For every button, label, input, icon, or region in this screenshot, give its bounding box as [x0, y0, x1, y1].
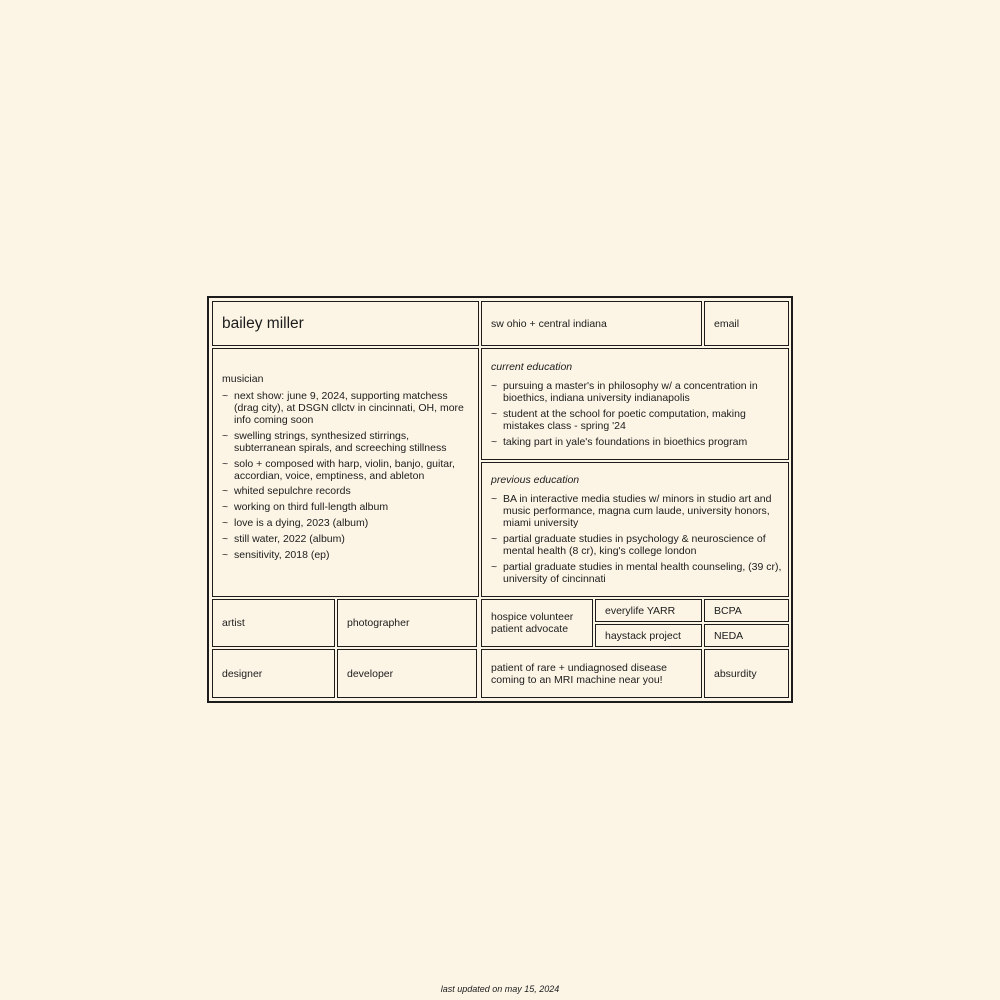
resume-frame — [207, 296, 793, 703]
photographer-label: photographer — [347, 617, 410, 629]
absurdity-cell — [704, 649, 789, 698]
email-link[interactable]: email — [714, 317, 740, 330]
list-item: ~ BA in interactive media studies w/ minors in studio art and music performance, magna cum laude, university honors, miami university — [491, 493, 772, 529]
list-item: ~ whited sepulchre records — [222, 485, 351, 498]
volunteer-line: hospice volunteer — [491, 611, 574, 623]
musician-title: musician — [222, 373, 264, 385]
bcpa-cell — [704, 599, 789, 622]
page-title: bailey miller — [222, 314, 304, 332]
neda-label: NEDA — [714, 629, 744, 642]
musician-list — [222, 390, 472, 561]
neda-cell — [704, 624, 789, 647]
list-item: ~ sensitivity, 2018 (ep) — [222, 548, 330, 561]
name-cell — [212, 301, 479, 346]
previous-education-cell — [481, 462, 789, 597]
everylife-label: everylife YARR — [605, 604, 676, 617]
everylife-cell — [595, 599, 702, 622]
list-item: ~ working on third full-length album — [222, 501, 389, 514]
previous-education-list — [491, 493, 782, 585]
list-item: ~ solo + composed with harp, violin, banjo, guitar, accordian, voice, emptiness, and ableton — [222, 457, 455, 482]
email-cell[interactable] — [704, 301, 789, 346]
previous-education-title: previous education — [491, 474, 580, 486]
haystack-cell — [595, 624, 702, 647]
musician-cell — [212, 348, 479, 597]
list-item: ~ pursuing a master's in philosophy w/ a concentration in bioethics, indiana university indianapolis — [491, 380, 758, 404]
bcpa-label: BCPA — [714, 604, 742, 617]
list-item: ~ partial graduate studies in psychology & neuroscience of mental health (8 cr), king's college london — [491, 532, 766, 557]
absurdity-label: absurdity — [714, 667, 757, 680]
patient-cell — [481, 649, 702, 698]
designer-label: designer — [222, 667, 263, 680]
location-cell — [481, 301, 702, 346]
volunteer-cell — [481, 599, 593, 647]
patient-line: patient of rare + undiagnosed disease — [491, 661, 668, 674]
advocate-line: patient advocate — [491, 623, 569, 635]
artist-cell — [212, 599, 335, 647]
current-education-title: current education — [491, 361, 573, 373]
location-text: sw ohio + central indiana — [491, 317, 607, 330]
current-education-list — [491, 380, 782, 448]
list-item: ~ love is a dying, 2023 (album) — [222, 516, 369, 529]
developer-label: developer — [347, 667, 394, 680]
list-item: ~ taking part in yale's foundations in bioethics program — [491, 435, 748, 448]
list-item: ~ swelling strings, synthesized stirrings, subterranean spirals, and screeching stillness — [222, 429, 447, 454]
mri-line: coming to an MRI machine near you! — [491, 673, 663, 686]
list-item: ~ student at the school for poetic computation, making mistakes class - spring '24 — [491, 407, 746, 432]
designer-cell — [212, 649, 335, 698]
developer-cell — [337, 649, 477, 698]
photographer-cell — [337, 599, 477, 647]
last-updated: last updated on may 15, 2024 — [440, 984, 560, 994]
list-item: ~ partial graduate studies in mental health counseling, (39 cr), university of cincinnati — [491, 560, 782, 585]
haystack-label: haystack project — [605, 629, 681, 642]
current-education-cell — [481, 348, 789, 460]
list-item: ~ still water, 2022 (album) — [222, 532, 345, 545]
list-item: ~ next show: june 9, 2024, supporting matchess (drag city), at DSGN cllctv in cincinnati, OH, more info coming soon — [222, 390, 464, 426]
artist-label: artist — [222, 617, 245, 629]
